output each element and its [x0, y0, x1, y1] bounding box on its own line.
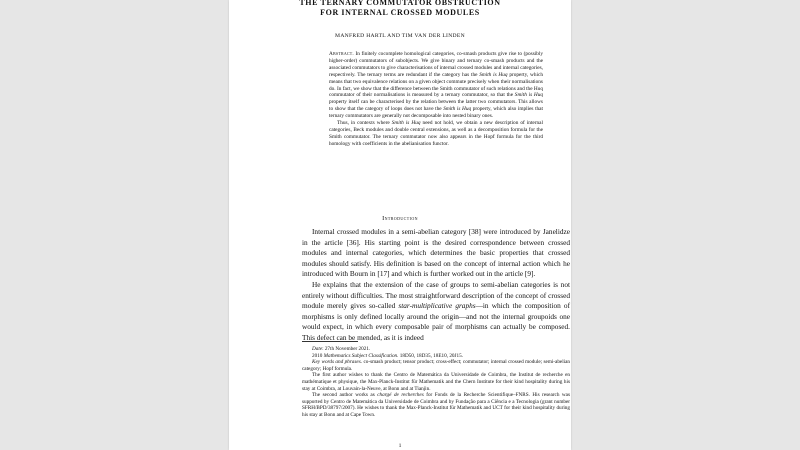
abstract-text: need not hold, we obtain a new description of internal categories, Beck modules and double central extensions, as well as a decomposition formula for the Smith commutator. The ternary commutator now also appears in the Hopf formula for the third homology with coefficients in the abelianisation functor. [329, 120, 543, 147]
body-paragraph-2 [302, 280, 570, 344]
footnote-label: Mathematics Subject Classification. [323, 352, 399, 359]
abstract-text: property, which also implies that ternary commutators are generally not decomposable into nested binary ones. [329, 106, 544, 120]
title-line-1: THE TERNARY COMMUTATOR OBSTRUCTION [299, 0, 501, 7]
footnote-date [302, 346, 570, 353]
footnote-thanks-second-author [302, 392, 570, 418]
authors: MANFRED HARTL AND TIM VAN DER LINDEN [335, 33, 465, 39]
footnote-text: for Fonds de la Recherche Scientifique–FNRS. His research was supported by Centro de Matemática da Universidade de Coimbra and by Fundação para a Ciência e a Tecnologia (grant number SFRH/BPD/38797/2007). He wishes to thank the Max-Planck-Institut für Mathematik and UCT for their kind hospitality during his stay at Bonn and at Cape Town. [302, 392, 570, 418]
page-number: 1 [398, 443, 402, 449]
body-text [302, 227, 570, 344]
abstract-text: In finitely cocomplete homological categories, co-smash products give rise to (possibly higher-order) commutators of subobjects. We give binary and ternary co-smash products and the associated commutators to give characterisations of internal crossed modules and internal categories, respectively. The ternary terms are redundant if the category has the [329, 51, 543, 78]
footnote-text: 2010 [312, 352, 324, 359]
footnote-text: co-smash product; tensor product; cross-effect; commutator; internal crossed module; semi-abelian category; Hopf formula. [302, 359, 570, 372]
body-paragraph-1: Internal crossed modules in a semi-abelian category [38] were introduced by Janelidze in the article [36]. His starting point is the desired correspondence between crossed modules and internal categories, which determines the basic properties that crossed modules should satisfy. His definition is based on the concept of internal action which he introduced with Bourn in [17] and which is further worked out in the article [9]. [302, 227, 570, 279]
footnote-label: Key words and phrases. [312, 359, 363, 366]
footnote-rule [302, 341, 358, 342]
abstract-paragraph-2 [329, 120, 543, 148]
abstract-emphasis: Smith is Huq [514, 92, 543, 99]
footnote-text: : 27th November 2021. [322, 346, 371, 352]
body-emphasis: star-multiplicative graphs [398, 301, 476, 311]
abstract-emphasis: Smith is Huq [479, 71, 508, 78]
abstract-text: property, which means that two equivalence relations on a given object commute precisely when their normalisations do. In fact, we show that the difference between the Smith commutator of such relations and the Huq commutator of their normalisations is measured by a ternary commutator, so that the [329, 71, 543, 99]
footnote-text: The second author works as [312, 392, 378, 399]
body-text-span: He explains that the extension of the case of groups to semi-abelian categories is not entirely without difficulties. The most straightforward description of the concept of crossed module merely gives so-called [302, 279, 570, 311]
abstract [329, 51, 543, 148]
footnote-emphasis: chargé de recherches [377, 392, 424, 399]
body-text-span: —in which the composition of morphisms is only defined locally around the origin—and not the internal groupoids one would expect, in which every composable pair of morphisms can actually be composed. This defect can be mended, as it is indeed [302, 301, 570, 342]
footnote-thanks-first-author: The first author wishes to thank the Centro de Matemática da Universidade de Coimbra, the Institut de recherche en mathématique et physique, the Max-Planck-Institut für Mathematik and the Chern Institute for their kind hospitality during his stay at Coimbra, at Louvain-la-Neuve, at Bonn and at Tianjin. [302, 372, 570, 392]
section-heading-introduction: Introduction [382, 215, 418, 222]
footnote-label: Date [312, 346, 323, 352]
footnotes [302, 346, 570, 419]
paper-page [229, 0, 571, 450]
abstract-text: property itself can be characterised by the relation between the latter two commutators. This allows to show that the category of loops does not have the [329, 99, 543, 113]
footnote-text: 18D50, 18D35, 18E10, 20J15. [398, 352, 464, 359]
abstract-text: Thus, in contexts where [337, 120, 392, 127]
abstract-emphasis: Smith is Huq [443, 106, 472, 113]
abstract-label: Abstract. [329, 51, 354, 57]
abstract-paragraph-1 [329, 51, 543, 120]
footnote-keywords [302, 359, 570, 372]
abstract-emphasis: Smith is Huq [391, 120, 421, 127]
title-line-2: FOR INTERNAL CROSSED MODULES [320, 8, 480, 17]
